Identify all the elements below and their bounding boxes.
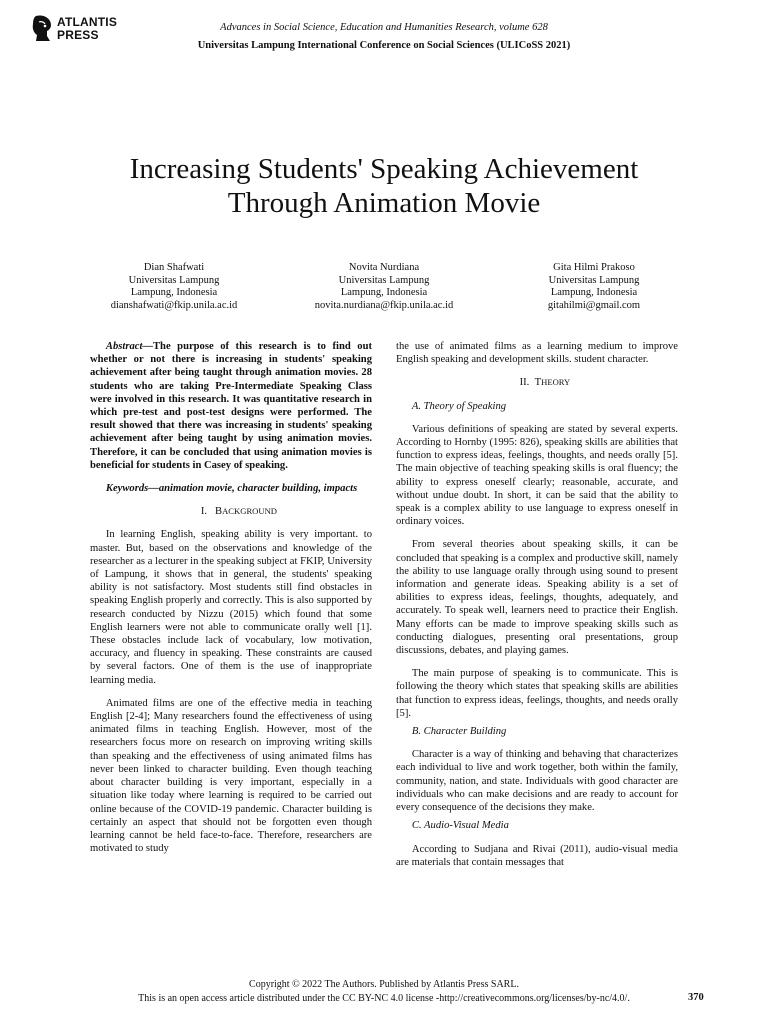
paragraph: From several theories about speaking skills, it can be concluded that speaking is a complex and productive skill, namely the ability to use language orally through using sound to present information and generate ideas. Speaking ability is a set of abilities to express ideas, feelings, thoughts, adequately, and accurately. To speak well, learners need to practice their English. Many efforts can be made to improve speaking skills such as conducting dialogues, presenting oral presentations, group discussions, debates, and playing games. (396, 539, 678, 657)
section-number: II. (519, 377, 530, 389)
paragraph: Various definitions of speaking are stated by several experts. According to Hornby (1995: 826), speaking skills are abilities that function to express ideas, feelings, thoughts, and needs orally [5]. The main objective of teaching speaking skills is oral fluency; the ability to express oneself clearly; reasonable, accurate, and without undue doubt. In short, it can be said that the ability to speak is a complex ability to use language to express oneself in ordinary voices. (396, 423, 678, 528)
logo-text-press: PRESS (57, 28, 99, 42)
subsection-heading: C. Audio-Visual Media (411, 820, 509, 832)
paragraph: In learning English, speaking ability is very important. to master. But, based on the observations and knowledge of the researcher as a lecturer in the speaking subject at FKIP, University of Lampung, it shows that in general, the students' speaking ability is not satisfactory. Most students still find obstacles in speaking English properly and correctly. This is also supported by research conducted by Nizzu (2015) which found that some English learners were not able to communicate orally well [1]. These obstacles include lack of vocabulary, low motivation, accuracy, and fluency in speaking. These constraints are caused by several factors. One of them is the use of inappropriate learning media. (90, 529, 372, 686)
author-block (474, 262, 714, 312)
footer-license: This is an open access article distributed under the CC BY-NC 4.0 license -http://creativecommons.org/licenses/by-nc/4.0/. (138, 993, 630, 1004)
author-block (54, 262, 294, 312)
section-title-initial: T (534, 377, 542, 389)
abstract-label: Abstract— (105, 341, 153, 352)
author-name: Dian Shafwati (143, 262, 205, 273)
author-block (264, 262, 504, 312)
section-number: I. (200, 506, 208, 518)
section-title-rest: ACKGROUND (222, 506, 278, 517)
paragraph: The main purpose of speaking is to communicate. This is following the theory which states that speaking skills are abilities that function to express ideas, feelings, thoughts, and needs orally [5]. (396, 668, 678, 719)
conference-header: Universitas Lampung International Conference on Social Sciences (ULICoSS 2021) (197, 40, 571, 51)
journal-header: Advances in Social Science, Education and Humanities Research, volume 628 (220, 22, 548, 33)
paragraph: According to Sudjana and Rivai (2011), audio-visual media are materials that contain messages that (396, 843, 678, 868)
abstract (90, 340, 372, 472)
author-email: dianshafwati@fkip.unila.ac.id (110, 299, 238, 311)
author-affiliation: Universitas Lampung (548, 274, 640, 286)
author-location: Lampung, Indonesia (340, 287, 428, 298)
author-location: Lampung, Indonesia (130, 287, 218, 298)
abstract-text: The purpose of this research is to find out whether or not there is increasing in students' speaking achievement after being taught through animation movies. 28 students who are taking Pre-Intermediate Speaking Class were involved in this research. It was quantitative research in which pre-test and post-test designs were performed. The result showed that there was increasing in students' speaking achievement after being taught by using animation movies. Therefore, it can be concluded that using animation movies is beneficial for students in Casey of speaking. (90, 341, 372, 471)
page-number: 370 (688, 992, 704, 1003)
left-column (90, 340, 372, 865)
right-column (396, 340, 678, 879)
subsection-heading: B. Character Building (411, 726, 507, 738)
author-affiliation: Universitas Lampung (338, 274, 430, 286)
paper-title (0, 152, 768, 220)
section-heading-background (90, 505, 372, 518)
section-title-initial: B (215, 506, 223, 518)
paragraph: Animated films are one of the effective media in teaching English [2-4]; Many researchers found the effectiveness of using animated films in teaching English. However, most of the researchers focus more on research on improving writing skills than speaking and the effectiveness of using animated films has never been linked to character building. Even though teaching about character building is very important, especially in a situation like today where learning is required to be carried out online because of the COVID-19 pandemic. Character building is certainly an aspect that should not be forgotten even though learning cannot be held face-to-face. Therefore, researchers are motivated to study (90, 697, 372, 855)
section-title-rest: HEORY (541, 377, 571, 388)
author-affiliation: Universitas Lampung (128, 274, 220, 286)
paragraph: Character is a way of thinking and behaving that characterizes each individual to live and work together, both within the family, community, nation, and state. Individuals with good character are individuals who can make decisions and are ready to account for every consequence of the decisions they make. (396, 749, 678, 814)
author-name: Novita Nurdiana (348, 262, 420, 273)
author-email: novita.nurdiana@fkip.unila.ac.id (314, 299, 454, 311)
author-location: Lampung, Indonesia (550, 287, 638, 298)
subsection-heading: A. Theory of Speaking (411, 400, 507, 412)
title-line-1: Increasing Students' Speaking Achievement (129, 153, 639, 185)
keywords: Keywords—animation movie, character building, impacts (105, 483, 358, 495)
section-heading-theory (396, 376, 678, 389)
author-email: gitahilmi@gmail.com (547, 299, 641, 311)
author-name: Gita Hilmi Prakoso (553, 262, 635, 273)
paragraph-continued: the use of animated films as a learning medium to improve English speaking and development skills. student character. (396, 341, 678, 366)
title-line-2: Through Animation Movie (227, 187, 541, 219)
logo-text-atlantis: ATLANTIS (57, 15, 118, 29)
footer-copyright: Copyright © 2022 The Authors. Published by Atlantis Press SARL. (249, 979, 519, 990)
